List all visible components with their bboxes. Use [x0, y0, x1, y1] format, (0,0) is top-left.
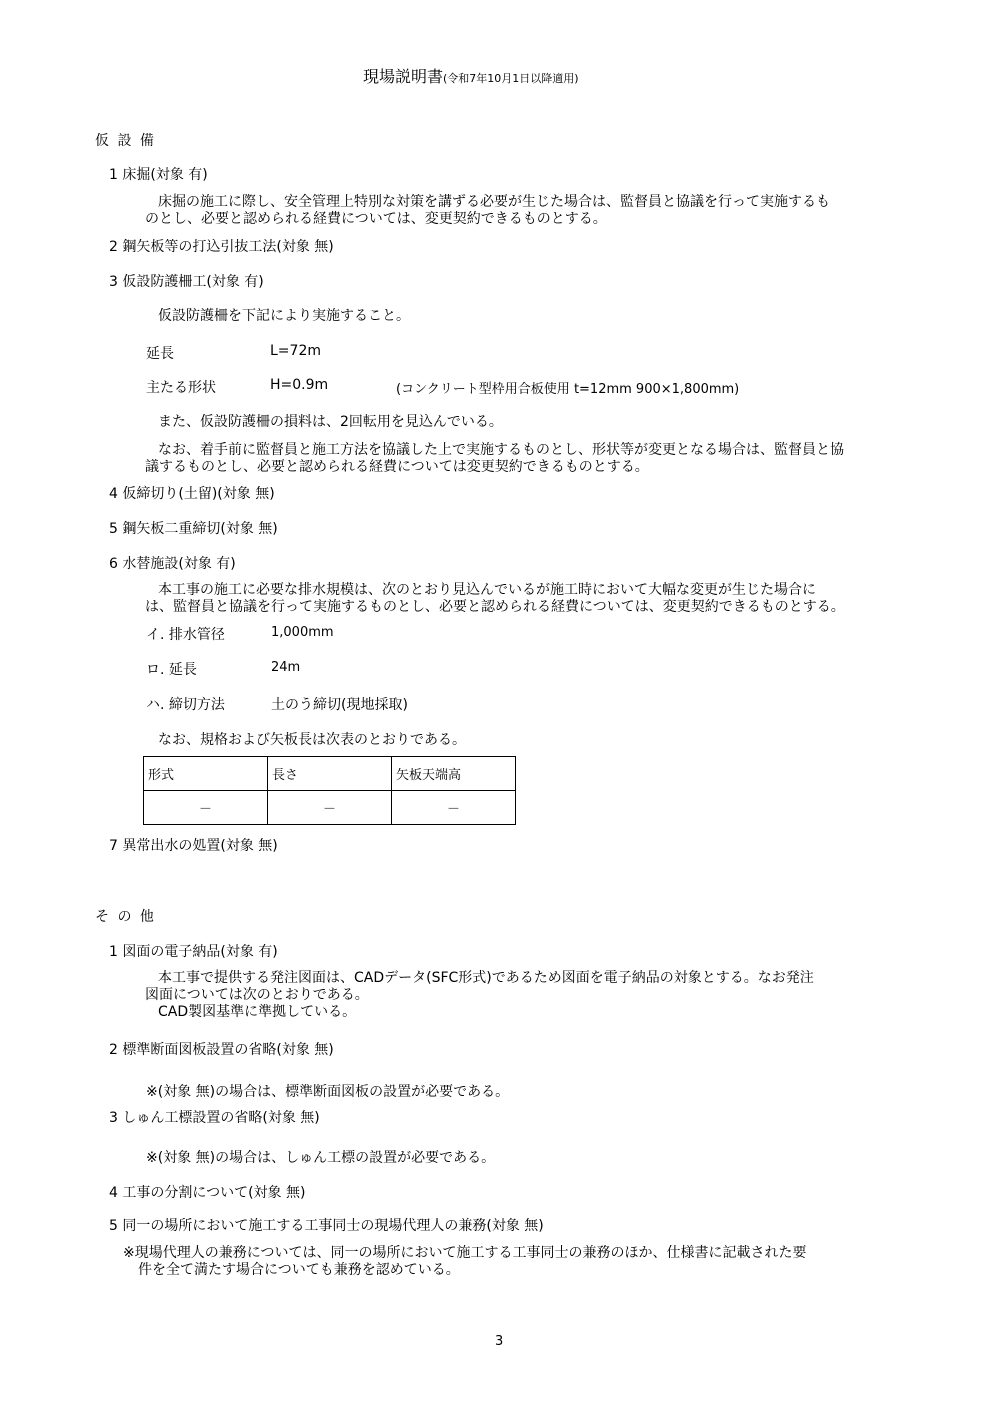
- table-cell-type: －: [144, 791, 268, 825]
- item-label-site-agent-concurrent: 5 同一の場所において施工する工事同士の現場代理人の兼務(対象 無): [109, 1218, 544, 1234]
- item-label-excavation: 1 床掘(対象 有): [109, 167, 208, 183]
- table-row: [144, 791, 516, 825]
- dewatering-text-line1: 本工事の施工に必要な排水規模は、次のとおり見込んでいるが施工時において大幅な変更が生じた場合に: [158, 582, 816, 598]
- fence-length-value: L=72m: [270, 343, 321, 359]
- electronic-delivery-line3: CAD製図基準に準拠している。: [158, 1004, 357, 1020]
- site-agent-note-line2: 件を全て満たす場合についても兼務を認めている。: [138, 1262, 460, 1278]
- dewatering-spec-c-label: ハ. 締切方法: [146, 697, 225, 713]
- dewatering-spec-c-value: 土のう締切(現地採取): [271, 697, 408, 713]
- fence-shape-label: 主たる形状: [146, 380, 216, 396]
- fence-intro: 仮設防護柵を下記により実施すること。: [158, 308, 410, 324]
- site-agent-note-line1: ※現場代理人の兼務については、同一の場所において施工する工事同士の兼務のほか、仕様書に記載された要: [123, 1245, 807, 1261]
- title-applicability-note: (令和7年10月1日以降適用): [443, 72, 579, 85]
- table-cell-top-elevation: －: [392, 791, 516, 825]
- item-text-excavation-line2: のとし、必要と認められる経費については、変更契約できるものとする。: [145, 211, 607, 227]
- sheet-pile-spec-table: [143, 756, 516, 825]
- table-header-length: 長さ: [268, 757, 392, 791]
- dewatering-spec-a-label: イ. 排水管径: [146, 627, 225, 643]
- table-header-top-elevation: 矢板天端高: [392, 757, 516, 791]
- item-label-electronic-delivery: 1 図面の電子納品(対象 有): [109, 944, 278, 960]
- section-heading-temporary-facilities: 仮 設 備: [95, 133, 156, 149]
- item-text-excavation-line1: 床掘の施工に際し、安全管理上特別な対策を講ずる必要が生じた場合は、監督員と協議を行って実施するも: [158, 194, 830, 210]
- table-header-type: 形式: [144, 757, 268, 791]
- fence-length-label: 延長: [146, 346, 174, 362]
- page-title: [363, 64, 579, 87]
- fence-note-consult-line1: なお、着手前に監督員と施工方法を協議した上で実施するものとし、形状等が変更となる場合は、監督員と協: [158, 442, 844, 458]
- table-header-row: [144, 757, 516, 791]
- item-label-work-division: 4 工事の分割について(対象 無): [109, 1185, 306, 1201]
- item-label-sheet-pile-method: 2 鋼矢板等の打込引抜工法(対象 無): [109, 239, 334, 255]
- completion-marker-note: ※(対象 無)の場合は、しゅん工標の設置が必要である。: [146, 1150, 496, 1166]
- fence-note-consult-line2: 議するものとし、必要と認められる経費については変更契約できるものとする。: [145, 459, 649, 475]
- dewatering-spec-b-value: 24m: [271, 660, 301, 675]
- item-label-cofferdam: 4 仮締切り(土留)(対象 無): [109, 486, 275, 502]
- electronic-delivery-line2: 図面については次のとおりである。: [145, 987, 369, 1003]
- dewatering-text-line2: は、監督員と協議を行って実施するものとし、必要と認められる経費については、変更契約できるものとする。: [145, 599, 845, 615]
- dewatering-spec-a-value: 1,000mm: [271, 625, 334, 640]
- item-label-cross-section-board: 2 標準断面図板設置の省略(対象 無): [109, 1042, 334, 1058]
- page-number: 3: [495, 1334, 504, 1349]
- dewatering-table-note: なお、規格および矢板長は次表のとおりである。: [158, 732, 466, 748]
- item-label-protective-fence: 3 仮設防護柵工(対象 有): [109, 274, 264, 290]
- item-label-abnormal-water: 7 異常出水の処置(対象 無): [109, 838, 278, 854]
- fence-note-depreciation: また、仮設防護柵の損料は、2回転用を見込んでいる。: [158, 414, 503, 430]
- item-label-completion-marker: 3 しゅん工標設置の省略(対象 無): [109, 1110, 320, 1126]
- fence-shape-note: (コンクリート型枠用合板使用 t=12mm 900×1,800mm): [396, 382, 740, 397]
- table-cell-length: －: [268, 791, 392, 825]
- section-heading-other: そ の 他: [95, 909, 156, 925]
- electronic-delivery-line1: 本工事で提供する発注図面は、CADデータ(SFC形式)であるため図面を電子納品の対象とする。なお発注: [158, 970, 814, 986]
- dewatering-spec-b-label: ロ. 延長: [146, 662, 197, 678]
- cross-section-board-note: ※(対象 無)の場合は、標準断面図板の設置が必要である。: [146, 1084, 510, 1100]
- item-label-dewatering: 6 水替施設(対象 有): [109, 556, 236, 572]
- item-label-double-cofferdam: 5 鋼矢板二重締切(対象 無): [109, 521, 278, 537]
- fence-shape-value: H=0.9m: [270, 377, 329, 393]
- title-text: 現場説明書: [363, 67, 444, 86]
